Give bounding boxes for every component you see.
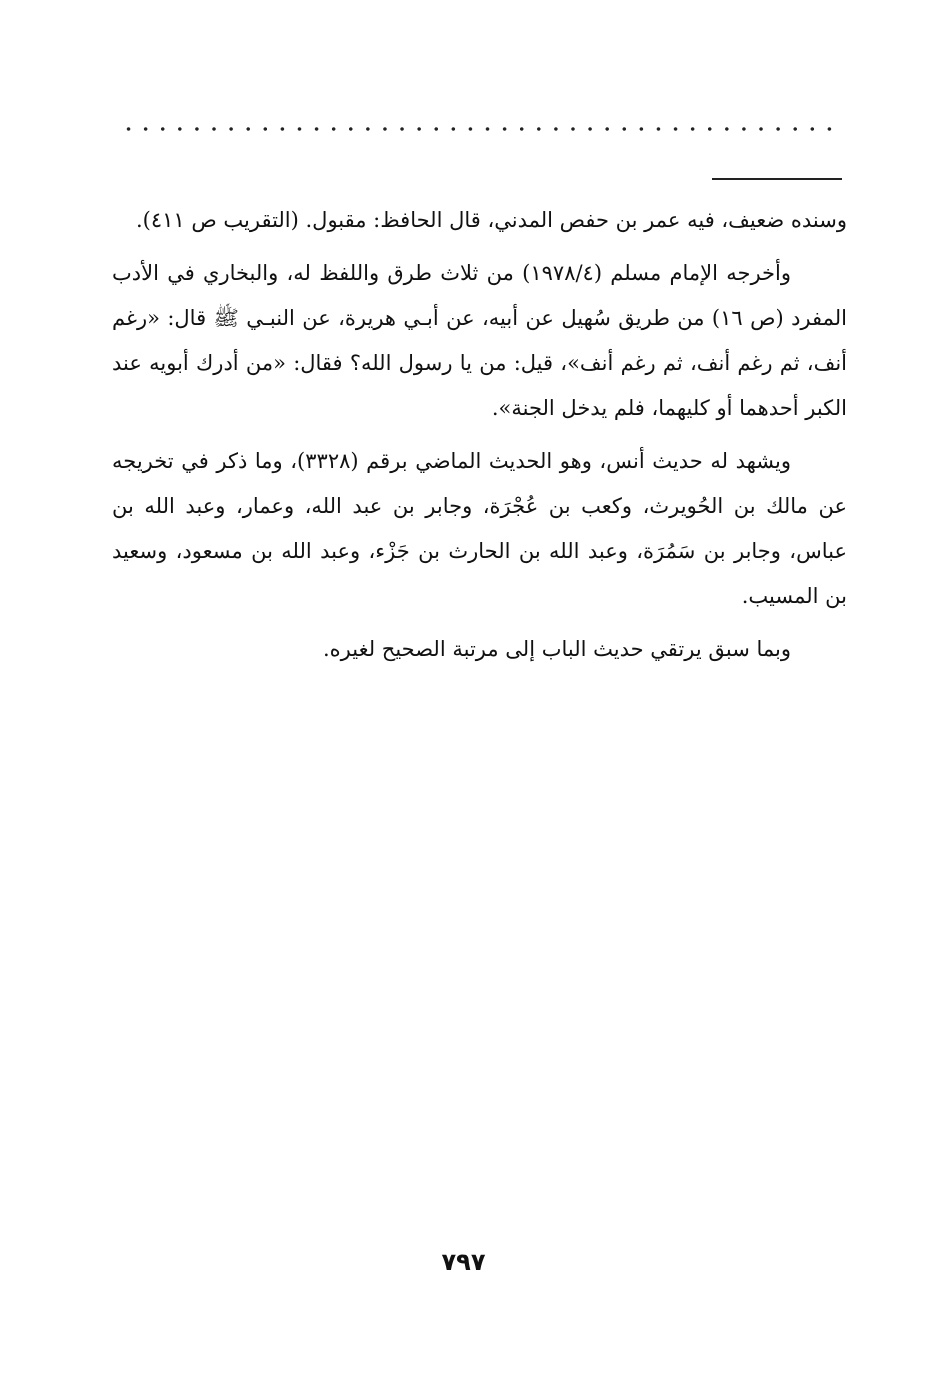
paragraph-shawahid: ويشهد له حديث أنس، وهو الحديث الماضي برقم (٣٣٢٨)، وما ذكر في تخريجه عن مالك بن الحُويرث، وكعب بن عُجْرَة، وجابر بن عبد الله، وعمار، وعبد الله بن عباس، وجابر بن سَمُرَة، وعبد الله بن الحارث بن جَزْء، وعبد الله بن مسعود، وسعيد بن المسيب. — [112, 449, 847, 608]
footnote-rule — [712, 178, 842, 180]
page-number: ٧٩٧ — [441, 1248, 486, 1276]
paragraph-isnad: وسنده ضعيف، فيه عمر بن حفص المدني، قال الحافظ: مقبول. (التقريب ص ٤١١). — [135, 208, 847, 232]
dotted-separator — [120, 126, 840, 132]
paragraph-conclusion: وبما سبق يرتقي حديث الباب إلى مرتبة الصحيح لغيره. — [322, 637, 791, 661]
paragraph-takhrij: وأخرجه الإمام مسلم (١٩٧٨/٤) من ثلاث طرق واللفظ له، والبخاري في الأدب المفرد (ص ١٦) من طريق سُهيل عن أبيه، عن أبـي هريرة، عن النبـي ﷺ قال: «رغم أنف، ثم رغم أنف، ثم رغم أنف»، قيل: من يا رسول الله؟ فقال: «من أدرك أبويه عند الكبر أحدهما أو كليهما، فلم يدخل الجنة». — [112, 261, 847, 420]
footnote-text — [112, 198, 847, 680]
